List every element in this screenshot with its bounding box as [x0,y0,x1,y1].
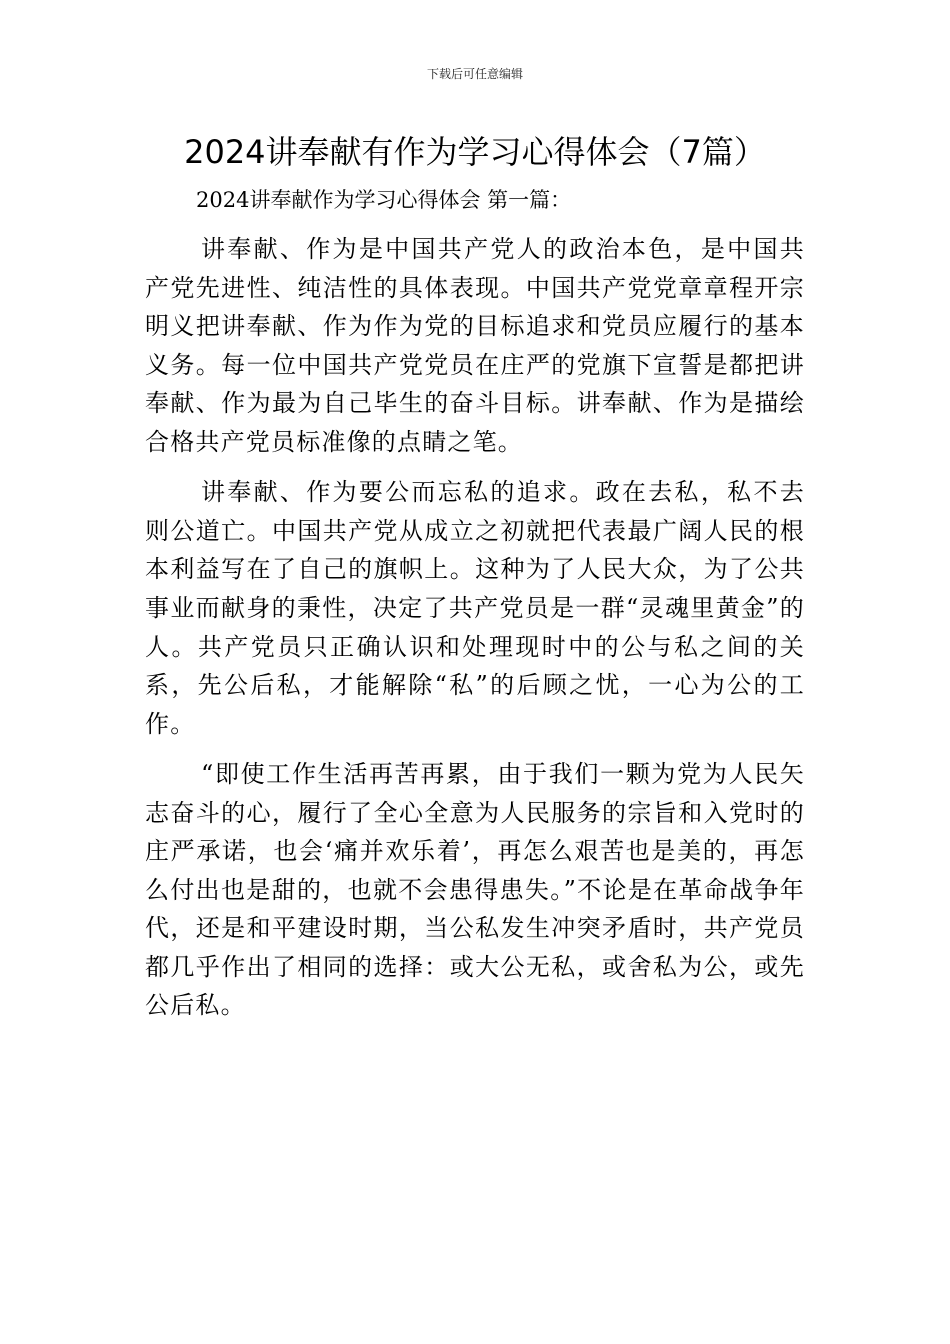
section-subtitle: 2024讲奉献作为学习心得体会 第一篇： [196,188,572,212]
paragraph-2: 讲奉献、作为要公而忘私的追求。政在去私，私不去则公道亡。中国共产党从成立之初就把代表最广阔人民的根本利益写在了自己的旗帜上。这种为了人民大众，为了公共事业而献身的秉性，决定了共产党员是一群“灵魂里黄金”的人。共产党员只正确认识和处理现时中的公与私之间的关系，先公后私，才能解除“私”的后顾之忧，一心为公的工作。 [145,478,805,738]
document-title: 2024讲奉献有作为学习心得体会（7篇） [184,133,766,171]
paragraph-1: 讲奉献、作为是中国共产党人的政治本色，是中国共产党先进性、纯洁性的具体表现。中国共产党党章章程开宗明义把讲奉献、作为作为党的目标追求和党员应履行的基本义务。每一位中国共产党党员在庄严的党旗下宣誓是都把讲奉献、作为最为自己毕生的奋斗目标。讲奉献、作为是描绘合格共产党员标准像的点睛之笔。 [145,235,805,456]
paragraph-3: “即使工作生活再苦再累，由于我们一颗为党为人民矢志奋斗的心，履行了全心全意为人民服务的宗旨和入党时的庄严承诺，也会‘痛并欢乐着’，再怎么艰苦也是美的，再怎么付出也是甜的，也就不会患得患失。”不论是在革命战争年代，还是和平建设时期，当公私发生冲突矛盾时，共产党员都几乎作出了相同的选择：或大公无私，或舍私为公，或先公后私。 [145,759,805,1020]
document-body [145,230,805,1037]
header-note: 下载后可任意编辑 [426,67,523,81]
